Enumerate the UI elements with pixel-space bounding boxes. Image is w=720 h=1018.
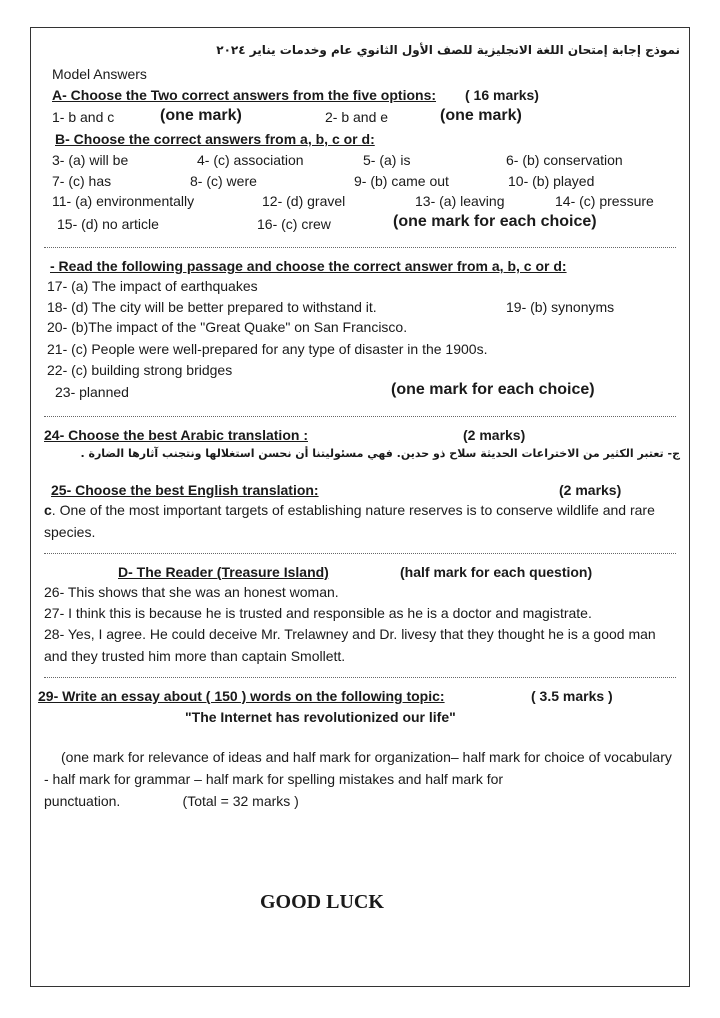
reader-marks: (half mark for each question) — [400, 564, 593, 580]
answer-28: 28- Yes, I agree. He could deceive Mr. Trelawney and Dr. livesy that they thought he is a good man and they trusted him more than captain Smollett. — [44, 626, 656, 664]
answer-16: 16- (c) crew — [257, 216, 331, 232]
divider — [44, 247, 676, 248]
q25-answer: . One of the most important targets of establishing nature reserves is to conserve wildlife and rare species. — [44, 502, 655, 540]
divider — [44, 553, 676, 554]
answer-20: 20- (b)The impact of the "Great Quake" on San Francisco. — [47, 319, 408, 335]
reader-heading-text: D- The Reader (Treasure Island) — [118, 564, 329, 580]
q29-rubric: (one mark for relevance of ideas and half mark for organization– half mark for choice of vocabulary - half mark for grammar – half mark for spelling mistakes and half mark for punctuation. — [44, 749, 672, 809]
answer-26: 26- This shows that she was an honest woman. — [44, 584, 339, 600]
q29-rubric-block — [44, 746, 676, 812]
answer-21: 21- (c) People were well-prepared for any type of disaster in the 1900s. — [47, 341, 488, 357]
q24-marks: (2 marks) — [463, 427, 526, 443]
q29-total: (Total = 32 marks ) — [182, 793, 299, 809]
q24-answer: ج- تعتبر الكثير من الاختراعات الحديثة سلاح ذو حدين. فهي مسئوليتنا أن نحسن استغلالها ونتجنب آثارها الضارة . — [80, 447, 680, 460]
answer-8: 8- (c) were — [190, 173, 257, 189]
answer-10: 10- (b) played — [508, 173, 595, 189]
answer-2: 2- b and e — [325, 109, 389, 125]
q25-marks: (2 marks) — [559, 482, 622, 498]
answer-11: 11- (a) environmentally — [52, 193, 195, 209]
answer-15: 15- (d) no article — [57, 216, 159, 232]
answer-7: 7- (c) has — [52, 173, 112, 189]
q29-topic: "The Internet has revolutionized our life" — [185, 709, 456, 725]
answer-5: 5- (a) is — [363, 152, 411, 168]
answer-27: 27- I think this is because he is trusted and responsible as he is a doctor and magistrate. — [44, 605, 592, 621]
answer-12: 12- (d) gravel — [262, 193, 346, 209]
section-a-heading: A- Choose the Two correct answers from the five options: — [52, 87, 437, 103]
answer-1-mark: (one mark) — [160, 107, 242, 124]
answer-22: 22- (c) building strong bridges — [47, 362, 233, 378]
arabic-title: نموذج إجابة إمتحان اللغة الانجليزية للصف الأول الثانوي عام وخدمات يناير ٢٠٢٤ — [216, 43, 680, 57]
answer-2-mark: (one mark) — [440, 107, 522, 124]
q25-answer-letter: c — [44, 502, 52, 518]
answer-9: 9- (b) came out — [354, 173, 449, 189]
section-b-heading: B- Choose the correct answers from a, b, c or d: — [55, 131, 375, 147]
model-answers-label: Model Answers — [52, 66, 147, 82]
answer-18: 18- (d) The city will be better prepared to withstand it. — [47, 299, 377, 315]
divider — [44, 677, 676, 678]
passage-heading: - Read the following passage and choose the correct answer from a, b, c or d: — [50, 258, 567, 274]
section-b-note: (one mark for each choice) — [393, 213, 597, 230]
divider — [44, 416, 676, 417]
q24-heading: 24- Choose the best Arabic translation : — [44, 427, 308, 443]
q25-answer-block — [44, 499, 676, 543]
passage-note: (one mark for each choice) — [391, 381, 595, 398]
reader-heading — [118, 563, 329, 581]
answer-23: 23- planned — [55, 384, 129, 400]
q29-marks: ( 3.5 marks ) — [531, 688, 613, 704]
answer-13: 13- (a) leaving — [415, 193, 505, 209]
q29-heading: 29- Write an essay about ( 150 ) words on the following topic: — [38, 688, 445, 704]
answer-6: 6- (b) conservation — [506, 152, 623, 168]
answer-1: 1- b and c — [52, 109, 115, 125]
good-luck: GOOD LUCK — [260, 891, 384, 913]
answer-3: 3- (a) will be — [52, 152, 129, 168]
answer-17: 17- (a) The impact of earthquakes — [47, 278, 258, 294]
section-a-marks: ( 16 marks) — [465, 87, 539, 103]
answer-19: 19- (b) synonyms — [506, 299, 615, 315]
answer-4: 4- (c) association — [197, 152, 304, 168]
q25-heading: 25- Choose the best English translation: — [51, 482, 319, 498]
answer-14: 14- (c) pressure — [555, 193, 654, 209]
